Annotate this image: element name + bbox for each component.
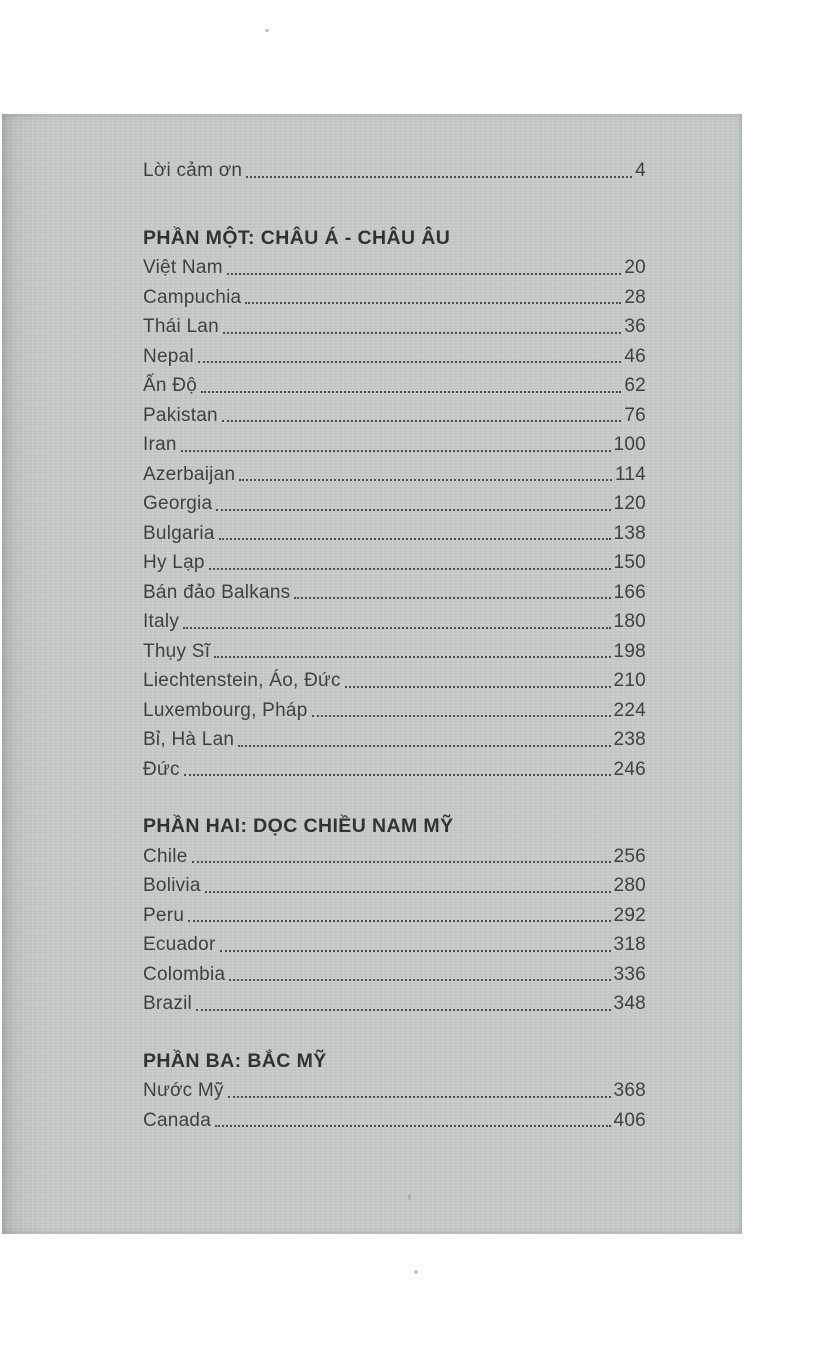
dot-leader [198,361,621,363]
toc-entry [143,930,646,960]
toc-entry [143,401,646,431]
dot-leader [201,391,621,393]
toc-entry [143,901,646,931]
toc-entry-page: 166 [613,581,646,603]
toc-entry [143,637,646,667]
toc-entry [143,430,646,460]
toc-entry [143,283,646,313]
toc-entry [143,460,646,490]
toc-entry-label: Luxembourg, Pháp [143,699,308,721]
section-title: PHẦN BA: BẮC MỸ [143,1049,327,1072]
dot-leader [312,715,611,717]
dot-leader [239,479,612,481]
toc-entry [143,1106,646,1136]
toc-entry-page: 336 [613,963,646,985]
toc-entry-page: 256 [613,845,646,867]
toc-entry [143,489,646,519]
toc-entry [143,725,646,755]
toc-entry-label: Georgia [143,493,213,514]
dot-leader [220,950,611,952]
toc-entry-page: 180 [613,611,646,632]
dot-leader [184,774,611,776]
toc-entry [143,871,646,901]
dot-leader [229,979,610,981]
dot-leader [245,302,621,304]
toc-entry-page: 138 [613,522,646,544]
toc-entry [143,253,646,283]
dot-leader [209,568,611,570]
toc-entry-page: 238 [613,729,646,750]
toc-entry-label: Bỉ, Hà Lan [143,729,235,750]
toc-entry-label: Nước Mỹ [143,1080,224,1101]
toc-entry-page: 224 [613,699,646,721]
toc-entry [143,548,646,578]
toc-entry-label: Chile [143,845,188,867]
toc-entry-label: Peru [143,904,185,926]
dot-leader [215,1125,610,1127]
scanned-page [2,114,742,1234]
toc-entry-label: Liechtenstein, Áo, Đức [143,670,341,691]
dot-leader [188,920,610,922]
toc-entry-label: Canada [143,1109,212,1131]
toc-entry-page: 246 [613,758,646,780]
dot-leader [219,538,611,540]
dot-leader [216,509,610,511]
toc-entry [143,842,646,872]
toc-entry-page: 198 [613,640,646,662]
dot-leader [228,1096,611,1098]
toc-entry [143,1076,646,1106]
dot-leader [196,1009,611,1011]
dot-leader [223,332,621,334]
toc-entry-page: 318 [613,934,646,955]
dot-leader [246,176,632,178]
scan-speck [408,1194,411,1200]
toc-entry-page: 406 [613,1109,646,1131]
dot-leader [345,686,611,688]
toc-entry-page: 76 [624,404,646,426]
dot-leader [294,597,610,599]
section-title: PHẦN MỘT: CHÂU Á - CHÂU ÂU [143,226,451,249]
toc-section [143,812,646,1019]
toc-entry-page: 120 [613,493,646,514]
toc-entry-acknowledgement [143,156,646,186]
toc-entry-label: Bolivia [143,875,201,896]
toc-entry-label: Ecuador [143,934,216,955]
toc-entry [143,578,646,608]
toc-entry-label: Nepal [143,345,194,367]
toc-section [143,1047,646,1136]
toc-entry-label: Bán đảo Balkans [143,581,291,603]
toc-entry-label: Hy Lạp [143,552,205,573]
toc-entry-page: 20 [624,257,646,278]
toc-entry [143,666,646,696]
toc-entry [143,519,646,549]
section-title: PHẦN HAI: DỌC CHIỀU NAM MỸ [143,815,454,837]
toc-entry-label: Azerbaijan [143,463,236,485]
toc-entry-label: Campuchia [143,286,242,308]
toc-entry-label: Colombia [143,963,226,985]
toc-entry [143,989,646,1019]
scan-speck [414,1270,418,1274]
toc-entry [143,312,646,342]
dot-leader [205,891,611,893]
toc-entry-page: 292 [613,904,646,926]
scan-speck [265,29,269,32]
dot-leader [214,656,610,658]
toc-entry-page: 62 [624,375,646,396]
toc-entry-label: Pakistan [143,404,218,426]
toc-entry [143,960,646,990]
toc-entry-label: Đức [143,758,180,780]
toc-entry-label: Italy [143,611,180,632]
toc-entry [143,696,646,726]
toc-entry-label: Bulgaria [143,522,215,544]
toc-entry-label: Iran [143,434,177,455]
toc-entry-page: 4 [635,160,646,181]
toc-entry-page: 100 [613,434,646,455]
toc-entry [143,607,646,637]
dot-leader [183,627,610,629]
table-of-contents [143,156,646,1135]
dot-leader [181,450,611,452]
toc-entry-page: 150 [613,552,646,573]
toc-entry-page: 28 [624,286,646,308]
toc-entry-label: Thụy Sĩ [143,640,211,662]
toc-entry-label: Lời cảm ơn [143,160,243,181]
toc-entry-page: 46 [624,345,646,367]
toc-entry-page: 280 [613,875,646,896]
toc-entry-label: Brazil [143,993,193,1014]
toc-entry [143,755,646,785]
toc-entry-page: 348 [613,993,646,1014]
toc-entry-page: 114 [614,463,646,485]
toc-entry [143,371,646,401]
dot-leader [238,745,610,747]
toc-entry-label: Thái Lan [143,316,219,337]
toc-entry-label: Việt Nam [143,257,223,278]
dot-leader [222,420,621,422]
toc-entry-label: Ấn Độ [143,375,198,396]
toc-sections [143,224,646,1136]
toc-entry-page: 36 [624,316,646,337]
toc-entry-page: 368 [613,1080,646,1101]
toc-entry [143,342,646,372]
dot-leader [192,861,611,863]
toc-entry-page: 210 [613,670,646,691]
toc-section [143,224,646,785]
dot-leader [227,273,622,275]
